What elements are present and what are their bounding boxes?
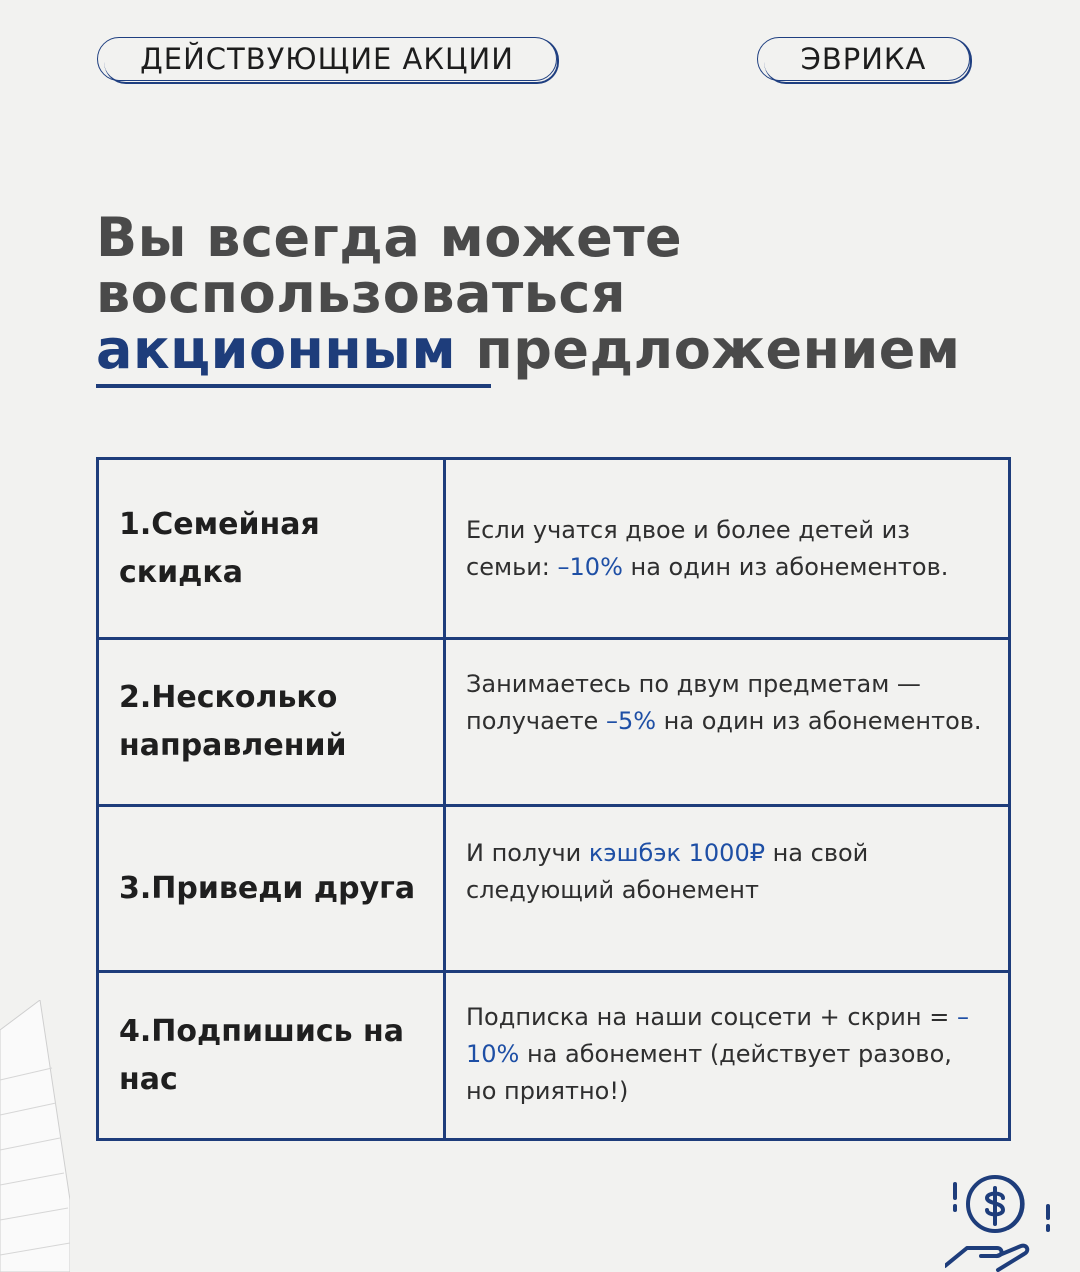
offer-title: 4.Подпишись на нас bbox=[98, 972, 445, 1140]
section-label: ДЕЙСТВУЮЩИЕ АКЦИИ bbox=[140, 42, 514, 76]
section-label-pill bbox=[97, 37, 557, 81]
brand-label: ЭВРИКА bbox=[800, 42, 927, 76]
offer-description bbox=[445, 972, 1010, 1140]
offer-desc-text: на абонемент (действует разово, но приятно!) bbox=[466, 1040, 952, 1105]
table-row bbox=[98, 459, 1010, 639]
offer-discount: –10% bbox=[557, 552, 623, 581]
title-line-1: Вы всегда можете bbox=[96, 206, 683, 269]
offer-desc-text: Если учатся двое и более детей из семьи: bbox=[466, 515, 910, 581]
offer-desc-text: на один из абонементов. bbox=[656, 707, 982, 735]
title-line-3-rest: предложением bbox=[456, 318, 961, 381]
table-row bbox=[98, 972, 1010, 1140]
offers-table bbox=[96, 457, 1011, 1141]
offer-desc-text: на один из абонементов. bbox=[622, 552, 949, 581]
offer-discount: –5% bbox=[605, 707, 657, 735]
offer-desc-text: Занимаетесь по двум предметам — получаете bbox=[466, 670, 921, 735]
offer-title: 2.Несколько направлений bbox=[98, 639, 445, 806]
offer-discount: –10% bbox=[466, 1003, 969, 1068]
title-highlight-underline bbox=[96, 384, 491, 388]
offer-desc-text: И получи bbox=[466, 839, 589, 867]
table-row bbox=[98, 806, 1010, 972]
title-line-2: воспользоваться bbox=[96, 262, 627, 325]
brand-pill bbox=[757, 37, 970, 81]
offer-desc-text: Подписка на наши соцсети + скрин = bbox=[466, 1003, 957, 1031]
page-title bbox=[96, 206, 961, 381]
notebook-paper-icon bbox=[0, 1000, 70, 1272]
offer-desc-text: на свой следующий абонемент bbox=[466, 839, 869, 904]
coin-dollar-hand-icon bbox=[945, 1168, 1060, 1272]
offer-description bbox=[445, 459, 1010, 639]
offer-description bbox=[445, 639, 1010, 806]
title-highlight: акционным bbox=[96, 318, 457, 381]
offer-title: 1.Семейная скидка bbox=[98, 459, 445, 639]
offer-cashback: кэшбэк 1000₽ bbox=[588, 839, 765, 867]
offer-title: 3.Приведи друга bbox=[98, 806, 445, 972]
offer-description bbox=[445, 806, 1010, 972]
table-row bbox=[98, 639, 1010, 806]
